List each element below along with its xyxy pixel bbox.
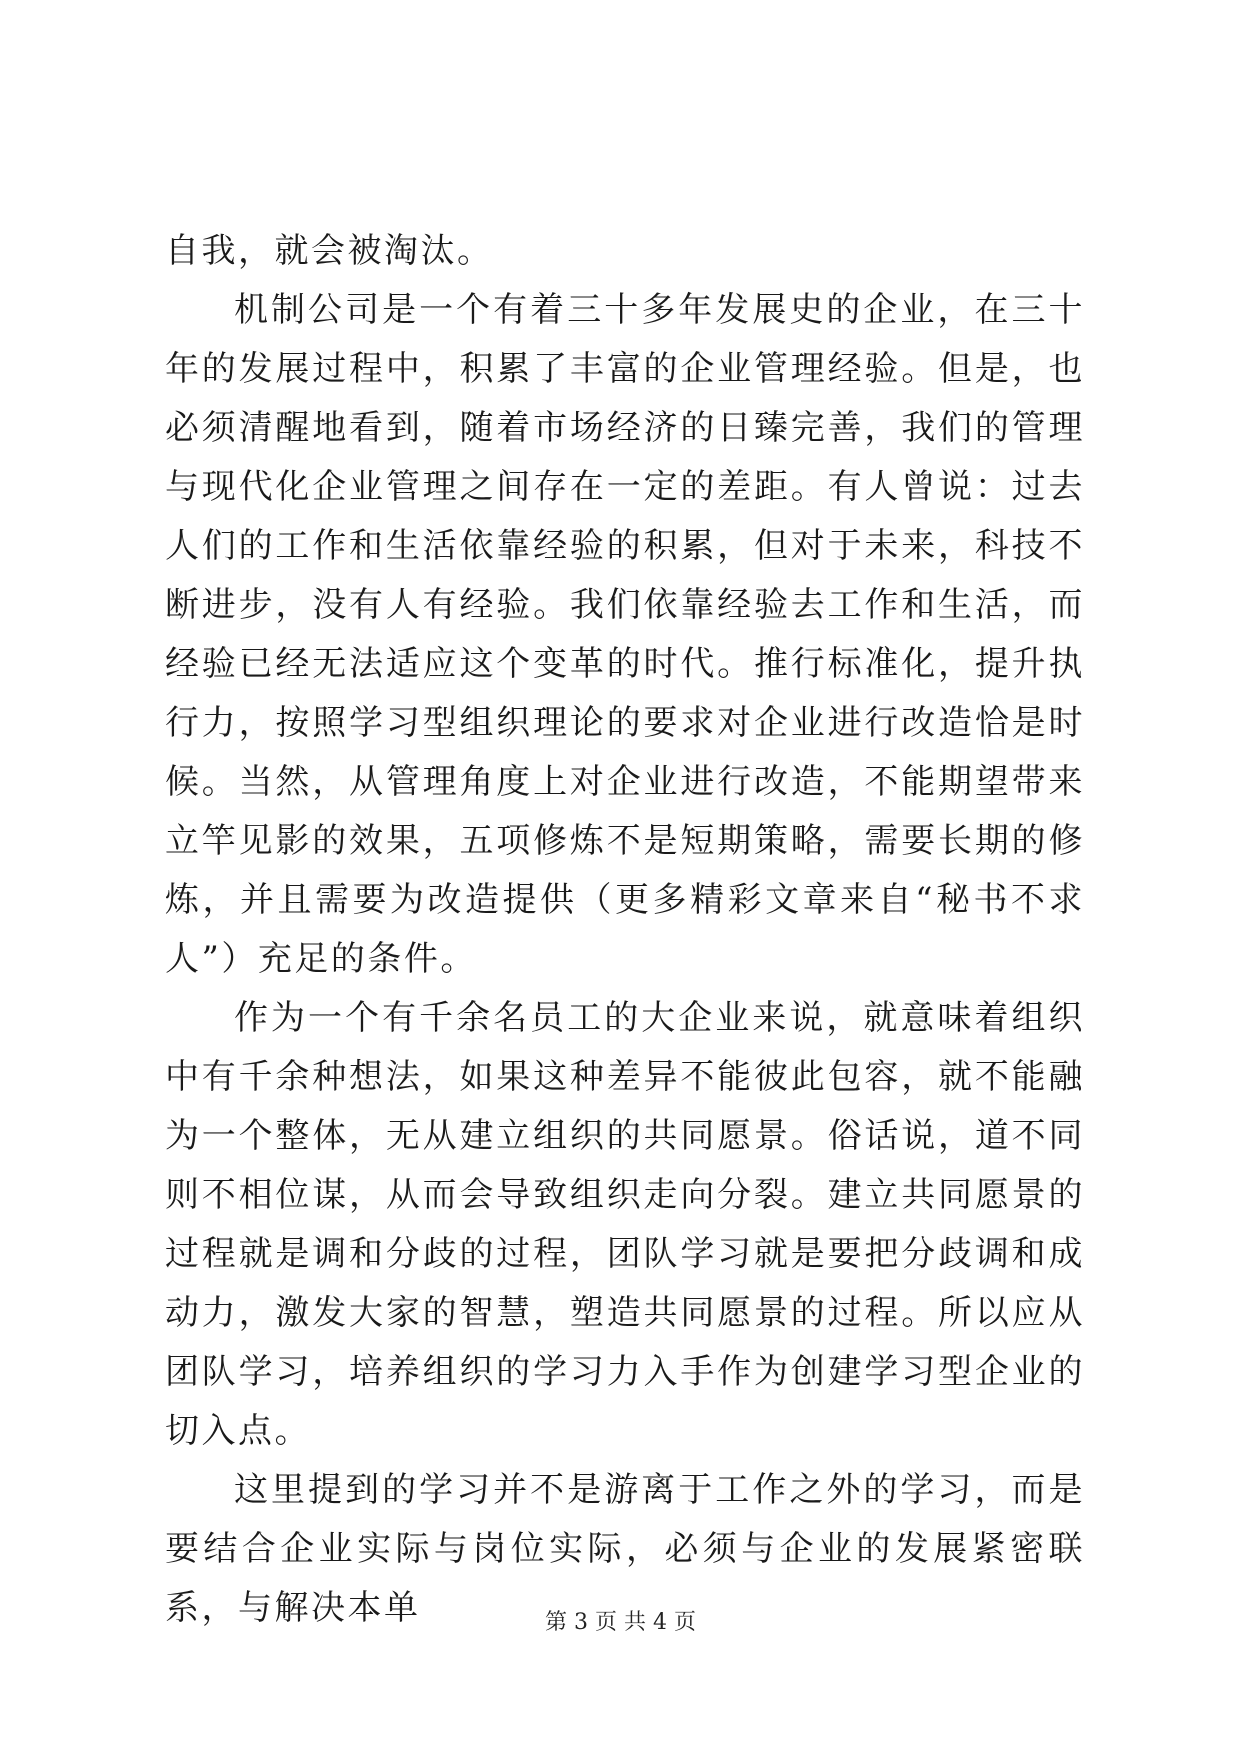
page-number-label: 第 3 页 共 4 页 — [545, 1610, 696, 1635]
paragraph-shared-vision: 作为一个有千余名员工的大企业来说，就意味着组织中有千余种想法，如果这种差异不能彼此包容，就不能融为一个整体，无从建立组织的共同愿景。俗话说，道不同则不相位谋，从而会导致组织走向分裂。建立共同愿景的过程就是调和分歧的过程，团队学习就是要把分歧调和成动力，激发大家的智慧，塑造共同愿景的过程。所以应从团队学习，培养组织的学习力入手作为创建学习型企业的切入点。 — [165, 998, 1085, 1451]
paragraph-continuation: 自我，就会被淘汰。 — [165, 231, 494, 271]
paragraph-mechanism-company: 机制公司是一个有着三十多年发展史的企业，在三十年的发展过程中，积累了丰富的企业管理经验。但是，也必须清醒地看到，随着市场经济的日臻完善，我们的管理与现代化企业管理之间存在一定的差距。有人曾说：过去人们的工作和生活依靠经验的积累，但对于未来，科技不断进步，没有人有经验。我们依靠经验去工作和生活，而经验已经无法适应这个变革的时代。推行标准化，提升执行力，按照学习型组织理论的要求对企业进行改造恰是时候。当然，从管理角度上对企业进行改造，不能期望带来立竿见影的效果，五项修炼不是短期策略，需要长期的修炼，并且需要为改造提供（更多精彩文章来自“秘书不求人”）充足的条件。 — [165, 290, 1085, 979]
paragraph-learning: 这里提到的学习并不是游离于工作之外的学习，而是要结合企业实际与岗位实际，必须与企业的发展紧密联系，与解决本单 — [165, 1470, 1085, 1628]
page-footer — [0, 1608, 1241, 1638]
document-body — [165, 222, 1085, 1638]
